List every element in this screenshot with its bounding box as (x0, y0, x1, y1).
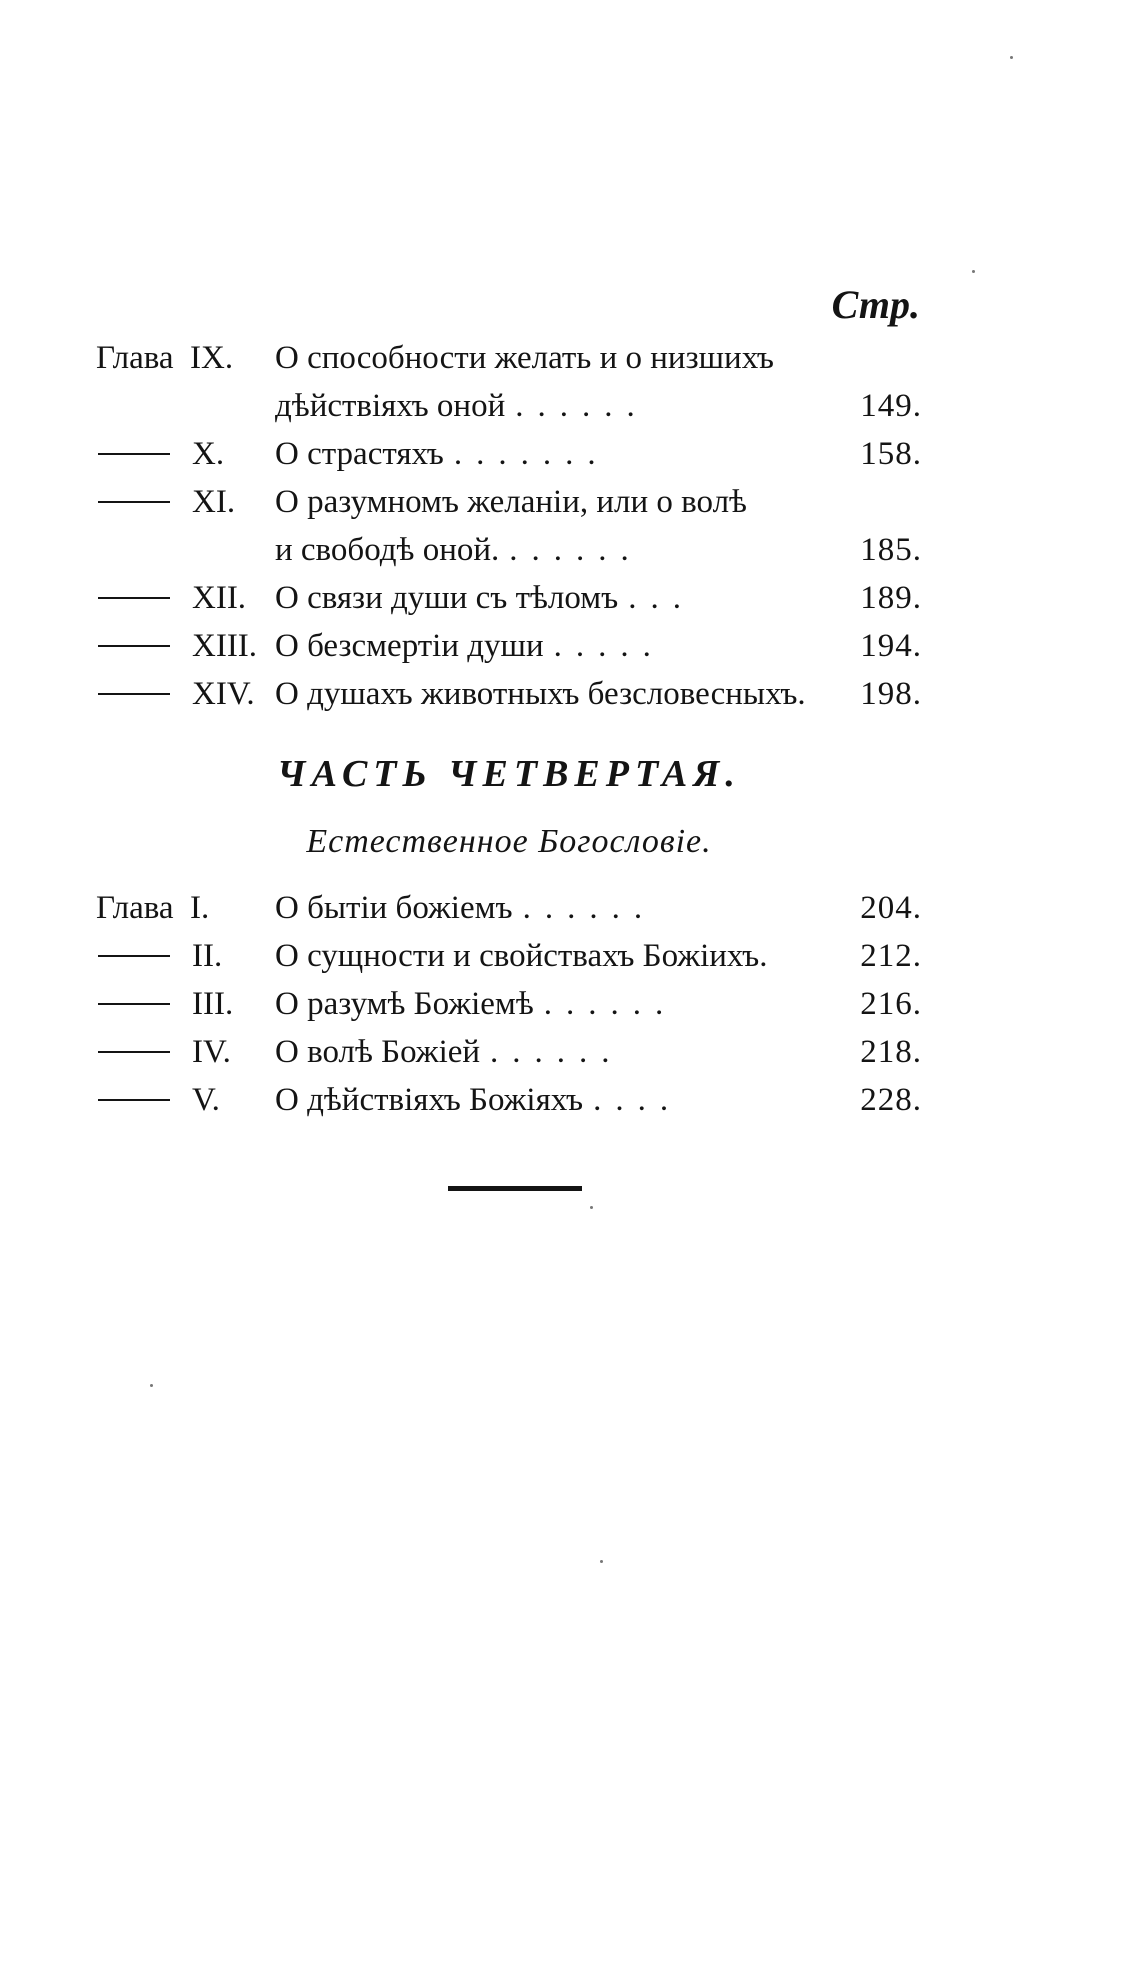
toc-chapter-label (96, 478, 271, 526)
page-number: 212. (860, 938, 922, 974)
chapter-number: IX. (190, 340, 234, 376)
toc-title-cell (271, 334, 822, 382)
chapter-number: XIV. (192, 676, 255, 712)
chapter-title: О сущности и свойствахъ Божіихъ. (275, 938, 768, 974)
toc-entry (96, 932, 922, 980)
closing-rule (448, 1186, 582, 1191)
toc-chapter-label (96, 932, 271, 980)
ditto-dash (98, 955, 170, 957)
chapter-title: и свободѣ оной. (275, 532, 500, 568)
page-column-header: Стр. (831, 282, 920, 327)
chapter-number: XII. (192, 580, 247, 616)
chapter-title: О дѣйствіяхъ Божіяхъ (275, 1082, 584, 1118)
ditto-dash (98, 453, 170, 455)
leader-dots: ...... (490, 1034, 624, 1070)
toc-chapter-label (96, 430, 271, 478)
toc-title-cell (271, 980, 822, 1028)
chapter-title: О способности желать и о низшихъ (275, 340, 774, 376)
page-number: 218. (860, 1034, 922, 1070)
chapter-word: Глава (96, 340, 174, 376)
page-number: 198. (860, 676, 922, 712)
page-number: 158. (860, 436, 922, 472)
paper-speck (150, 1384, 153, 1387)
chapter-number: I. (190, 890, 210, 926)
chapter-title: О разумномъ желаніи, или о волѣ (275, 484, 747, 520)
ditto-dash (98, 1051, 170, 1053)
page-number: 189. (860, 580, 922, 616)
toc-entry (96, 884, 922, 932)
page-number (822, 478, 922, 526)
toc-entry (96, 526, 922, 574)
toc-entry (96, 1028, 922, 1076)
page-number: 194. (860, 628, 922, 664)
ditto-dash (98, 597, 170, 599)
toc-chapter-label (96, 526, 271, 574)
table-of-contents (96, 280, 922, 1124)
toc-entry (96, 334, 922, 382)
page-number: 228. (860, 1082, 922, 1118)
part-subheading: Естественное Богословіе. (306, 823, 712, 860)
chapter-title: О душахъ животныхъ безсловесныхъ. (275, 676, 806, 712)
chapter-number: V. (192, 1082, 220, 1118)
toc-title-cell (271, 382, 822, 430)
ditto-dash (98, 1003, 170, 1005)
ditto-dash (98, 645, 170, 647)
leader-dots: ... (628, 580, 695, 616)
toc-chapter-label (96, 334, 271, 382)
ditto-dash (98, 501, 170, 503)
chapter-title: О бытіи божіемъ (275, 890, 513, 926)
toc-title-cell (271, 622, 822, 670)
chapter-title: О связи души съ тѣломъ (275, 580, 619, 616)
toc-title-cell (271, 478, 822, 526)
toc-chapter-label (96, 1076, 271, 1124)
page-number: 149. (860, 388, 922, 424)
chapter-title: О страстяхъ (275, 436, 444, 472)
page-number: 185. (860, 532, 922, 568)
toc-chapter-label (96, 574, 271, 622)
chapter-number: XIII. (192, 628, 258, 664)
toc-entry (96, 574, 922, 622)
ditto-dash (98, 693, 170, 695)
ditto-dash (98, 1099, 170, 1101)
chapter-title: О безсмертіи души (275, 628, 544, 664)
toc-chapter-label (96, 1028, 271, 1076)
chapter-number: II. (192, 938, 223, 974)
toc-chapter-label (96, 980, 271, 1028)
chapter-number: X. (192, 436, 225, 472)
toc-part-three (96, 334, 922, 718)
leader-dots: ...... (509, 532, 643, 568)
toc-entry (96, 382, 922, 430)
page-number: 216. (860, 986, 922, 1022)
chapter-word: Глава (96, 890, 174, 926)
leader-dots: .... (593, 1082, 683, 1118)
toc-title-cell (271, 932, 822, 980)
toc-entry (96, 1076, 922, 1124)
chapter-title: О разумѣ Божіемѣ (275, 986, 534, 1022)
toc-entry (96, 622, 922, 670)
toc-title-cell (271, 1076, 822, 1124)
chapter-number: III. (192, 986, 234, 1022)
toc-title-cell (271, 1028, 822, 1076)
toc-entry (96, 980, 922, 1028)
toc-chapter-label (96, 884, 271, 932)
leader-dots: ..... (553, 628, 665, 664)
toc-chapter-label (96, 670, 271, 718)
toc-title-cell (271, 884, 822, 932)
leader-dots: ...... (515, 388, 649, 424)
chapter-number: XI. (192, 484, 236, 520)
toc-chapter-label (96, 622, 271, 670)
paper-speck (972, 270, 975, 273)
toc-title-cell (271, 526, 822, 574)
toc-part-four (96, 884, 922, 1124)
leader-dots: ...... (522, 890, 657, 926)
toc-entry (96, 478, 922, 526)
toc-entry (96, 670, 922, 718)
part-heading: ЧАСТЬ ЧЕТВЕРТАЯ. (277, 753, 741, 795)
paper-speck (600, 1560, 603, 1563)
page-number (822, 334, 922, 382)
paper-speck (590, 1206, 593, 1209)
chapter-title: дѣйствіяхъ оной (275, 388, 506, 424)
chapter-title: О волѣ Божіей (275, 1034, 481, 1070)
paper-speck (1010, 56, 1013, 59)
toc-title-cell (271, 574, 822, 622)
toc-entry (96, 430, 922, 478)
toc-chapter-label (96, 382, 271, 430)
leader-dots: ...... (543, 986, 678, 1022)
toc-title-cell (271, 430, 822, 478)
leader-dots: ....... (453, 436, 610, 472)
toc-title-cell (271, 670, 822, 718)
page-number: 204. (860, 890, 922, 926)
chapter-number: IV. (192, 1034, 231, 1070)
